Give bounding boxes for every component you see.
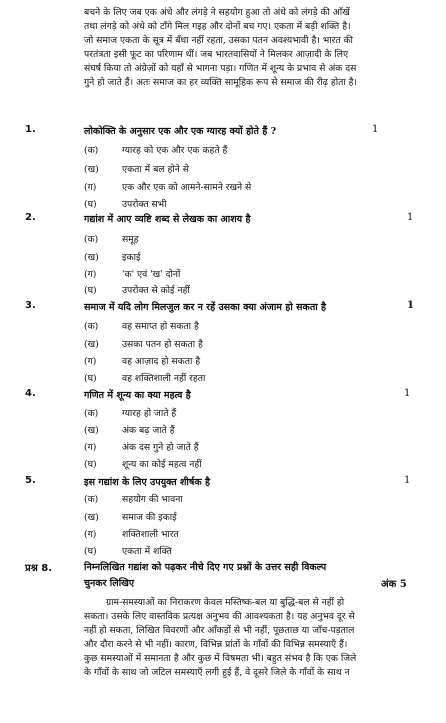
question-marks: 1 (407, 300, 414, 311)
question-3 (0, 300, 446, 315)
option-1-d (0, 197, 446, 211)
option-5-d (0, 544, 446, 558)
option-5-c (0, 527, 446, 541)
passage-line: कुछ समस्याओं में समानता है और कुछ में विषमता भी। बहुत संभव है कि एक जिले (84, 652, 357, 664)
question-marks: 1 (372, 124, 379, 135)
intro-line: परतंत्रता इसी फूट का परिणाम थीं। जब भारतवासियों ने मिलकर आज़ादी के लिए (84, 48, 349, 60)
option-4-d (0, 457, 446, 471)
question-marks: 1 (407, 212, 414, 223)
instruction-marks: अंक 5 (381, 579, 407, 590)
option-label: (घ) (84, 285, 97, 296)
option-3-c (0, 354, 446, 368)
option-label: (घ) (84, 459, 97, 470)
option-text: ग्यारह हो जाते हैं (122, 408, 177, 419)
option-label: (ग) (84, 269, 97, 280)
option-label: (ग) (84, 442, 97, 453)
option-1-c (0, 180, 446, 194)
option-text: 'क' एवं 'ख' दोनों (122, 269, 181, 280)
instruction-number: प्रश्न 8. (25, 563, 52, 574)
option-4-a (0, 406, 446, 420)
passage-line: ग्राम-समस्याओं का निराकरण केवल मस्तिष्क-बल या बुद्धि-बल से नहीं हो (106, 597, 345, 608)
option-label: (क) (84, 145, 99, 156)
option-5-b (0, 510, 446, 524)
option-label: (क) (84, 321, 99, 332)
intro-line: बचने के लिए जब एक अंधे और लंगड़े ने सहयोग हुआ तो अंधे को लंगड़े की आँखें (84, 7, 350, 18)
intro-line: गुने हो जाते हैं। अतः समाज का हर व्यक्ति सामूहिक रूप से समाज की रीढ़ होता है। (84, 76, 357, 88)
question-marks: 1 (404, 475, 411, 486)
option-text: एक और एक को आमने-सामने रखने से (122, 182, 252, 193)
option-label: (ग) (84, 182, 97, 193)
option-text: वह आज़ाद हो सकता है (122, 356, 201, 367)
option-label: (ख) (84, 512, 99, 523)
option-text: शून्य का कोई महत्व नहीं (122, 459, 202, 470)
option-label: (घ) (84, 373, 97, 384)
intro-line: तथा लंगड़े को अंधे को टाँगे मिल गइह और दोनों बच गए। एकता में बड़ी शक्ति है। (84, 20, 351, 32)
option-text: अंक दस गुने हो जाते हैं (122, 442, 199, 453)
option-2-c (0, 267, 446, 281)
option-2-b (0, 250, 446, 264)
option-label: (ख) (84, 164, 99, 175)
option-text: एकता में शक्ति (122, 546, 172, 557)
option-text: सहयोग की भावना (122, 494, 183, 505)
question-2 (0, 212, 446, 227)
option-1-a (0, 143, 446, 157)
option-label: (क) (84, 234, 99, 245)
option-label: (घ) (84, 546, 97, 557)
instruction-line: निम्नलिखित गद्यांश को पढ़कर नीचे दिए गए प्रश्नों के उत्तर सही विकल्प (84, 562, 327, 573)
intro-paragraph (84, 6, 429, 89)
option-text: एकता में बल होने से (122, 164, 189, 175)
question-4 (0, 388, 446, 403)
instruction-line: चुनकर लिखिए (84, 578, 135, 589)
question-number: 2. (25, 212, 36, 223)
option-label: (क) (84, 494, 99, 505)
option-3-d (0, 371, 446, 385)
option-text: उसका पतन हो सकता है (122, 339, 203, 350)
question-marks: 1 (404, 388, 411, 399)
option-text: वह शक्तिशाली नहीं रहता (122, 373, 206, 384)
question-text: गणित में शून्य का क्या महत्व है (84, 390, 191, 401)
passage-line: और दौरा करने से भी नहीं। कारण, विभिन्न प्रांतों के गाँवों की विभिन्न समस्याएँ हैं। (84, 638, 348, 650)
option-label: (ग) (84, 529, 97, 540)
option-label: (ख) (84, 425, 99, 436)
question-text: समाज में यदि लोग मिलजुल कर न रहें उसका क्या अंजाम हो सकता है (84, 302, 327, 313)
option-text: उपरोक्त सभी (122, 199, 167, 210)
option-label: (ख) (84, 339, 99, 350)
question-number: 3. (25, 300, 36, 311)
question-5 (0, 475, 446, 490)
passage-line: के गाँवों के साथ जो जटिल समस्याएँ लगी हुई हैं, वे दूसरे जिले के गाँवों के साथ न (84, 666, 350, 678)
instruction-text (84, 560, 429, 592)
question-number: 4. (25, 388, 36, 399)
option-1-b (0, 162, 446, 176)
option-4-b (0, 423, 446, 437)
option-text: ग्यारह को एक और एक कहते हैं (122, 145, 228, 156)
option-text: इकाई (122, 252, 141, 263)
question-text: इस गद्यांश के लिए उपयुक्त शीर्षक है (84, 477, 211, 488)
option-5-a (0, 492, 446, 506)
question-text: लोकोक्ति के अनुसार एक और एक ग्यारह क्यों होते हैं ? (84, 126, 277, 137)
passage-paragraph (84, 596, 429, 679)
option-text: समूह (122, 234, 139, 245)
option-3-b (0, 337, 446, 351)
option-3-a (0, 319, 446, 333)
option-label: (क) (84, 408, 99, 419)
question-number: 5. (25, 475, 36, 486)
question-text: गद्यांश में आए व्यष्टि शब्द से लेखक का आशय है (84, 214, 251, 225)
option-text: समाज की इकाई (122, 512, 177, 523)
question-1 (0, 124, 446, 139)
option-label: (ख) (84, 252, 99, 263)
option-text: उपरोक्त से कोई नहीं (122, 285, 190, 296)
option-4-c (0, 440, 446, 454)
option-text: वह समाप्त हो सकता है (122, 321, 199, 332)
instruction-block (0, 560, 446, 594)
option-text: शक्तिशाली भारत (122, 529, 179, 540)
option-text: अंक बढ़ जाते हैं (122, 425, 175, 436)
passage-line: सकता। उसके लिए वास्तविक प्रत्यक्ष अनुभव की आवश्यकता है। यह अनुभव दूर से (84, 610, 355, 622)
option-2-a (0, 232, 446, 246)
option-2-d (0, 283, 446, 297)
option-label: (घ) (84, 199, 97, 210)
option-label: (ग) (84, 356, 97, 367)
intro-line: जो समाज एकता के सूत्र में बँधा नहीं रहता, उसका पतन अवश्यभावी है। भारत की (84, 34, 353, 46)
intro-line: संघर्ष किया तो अंग्रेज़ों को यहाँ से भागना पड़ा। गणित में शून्य के प्रभाव से अंक दस (84, 62, 357, 74)
passage-line: नहीं हो सकता, लिखित विवरणों और आँकड़ों से भी नहीं, पूछताछ या जाँच-पड़ताल (84, 624, 355, 636)
question-number: 1. (25, 124, 36, 135)
